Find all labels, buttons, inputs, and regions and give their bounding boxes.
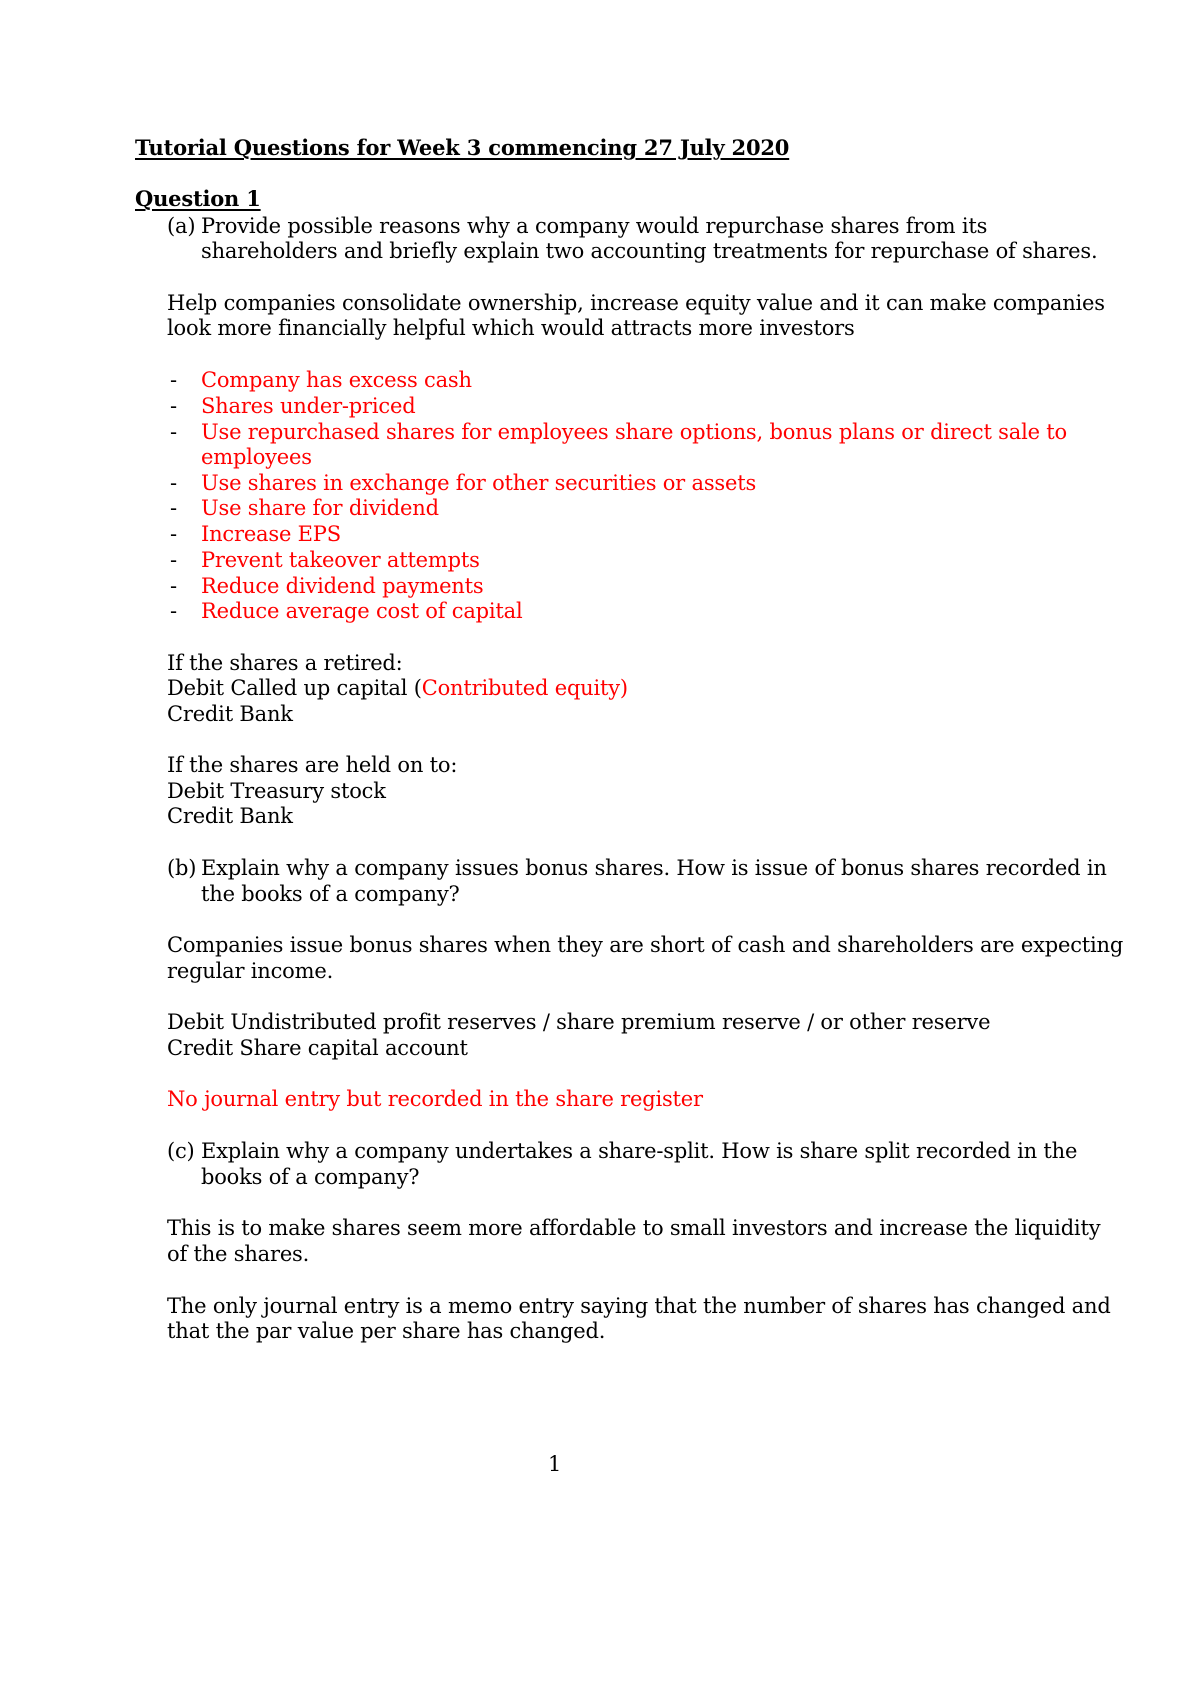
- part-a-question-line-1: Provide possible reasons why a company would repurchase shares from its: [201, 214, 988, 238]
- part-b-credit-line: Credit Share capital account: [167, 1036, 468, 1060]
- part-c-question-line-1: Explain why a company undertakes a share-split. How is share split recorded in the: [201, 1139, 1078, 1163]
- page-number: 1: [548, 1452, 562, 1476]
- part-b-red-note: No journal entry but recorded in the share register: [167, 1087, 703, 1111]
- part-a-answer-line-2: look more financially helpful which would attracts more investors: [167, 316, 855, 340]
- bullet-dash: -: [170, 548, 178, 572]
- part-a-marker: (a): [167, 214, 196, 238]
- bullet-dash: -: [170, 574, 178, 598]
- bullet-dash: -: [170, 420, 178, 444]
- bullet-dash: -: [170, 471, 178, 495]
- bullet-dash: -: [170, 496, 178, 520]
- part-b-marker: (b): [167, 856, 197, 880]
- part-a-question-line-2: shareholders and briefly explain two accounting treatments for repurchase of shares.: [201, 239, 1098, 263]
- held-debit-line: Debit Treasury stock: [167, 779, 386, 803]
- part-c-answer-line-2: of the shares.: [167, 1242, 310, 1266]
- retired-debit-red-note: Contributed equity): [421, 676, 628, 700]
- bullet-dash: -: [170, 599, 178, 623]
- bullet-dash: -: [170, 522, 178, 546]
- part-c-answer-line-1: This is to make shares seem more affordable to small investors and increase the liquidity: [167, 1216, 1101, 1240]
- held-heading: If the shares are held on to:: [167, 753, 458, 777]
- part-b-debit-line: Debit Undistributed profit reserves / share premium reserve / or other reserve: [167, 1010, 991, 1034]
- question-1-title: Question 1: [135, 186, 261, 211]
- held-credit-line: Credit Bank: [167, 804, 293, 828]
- part-b-question-line-1: Explain why a company issues bonus shares. How is issue of bonus shares recorded in: [201, 856, 1107, 880]
- part-b-question-line-2: the books of a company?: [201, 882, 460, 906]
- bullet-item: Use repurchased shares for employees share options, bonus plans or direct sale to: [201, 420, 1067, 444]
- retired-heading: If the shares a retired:: [167, 651, 403, 675]
- retired-debit-prefix: Debit Called up capital (: [167, 676, 422, 700]
- bullet-dash: -: [170, 394, 178, 418]
- part-b-answer-line-2: regular income.: [167, 959, 334, 983]
- bullet-item: Increase EPS: [201, 522, 341, 546]
- part-a-answer-line-1: Help companies consolidate ownership, increase equity value and it can make companies: [167, 291, 1105, 315]
- part-c-marker: (c): [167, 1139, 195, 1163]
- bullet-item: Company has excess cash: [201, 368, 472, 392]
- bullet-item: Use shares in exchange for other securities or assets: [201, 471, 757, 495]
- bullet-item: Use share for dividend: [201, 496, 439, 520]
- retired-debit-line: [167, 674, 628, 702]
- document-heading: Tutorial Questions for Week 3 commencing 27 July 2020: [135, 135, 790, 160]
- bullet-item: Prevent takeover attempts: [201, 548, 480, 572]
- bullet-item: Reduce average cost of capital: [201, 599, 523, 623]
- part-c-memo-line-2: that the par value per share has changed.: [167, 1319, 606, 1343]
- bullet-item-continuation: employees: [201, 445, 312, 469]
- bullet-item: Reduce dividend payments: [201, 574, 484, 598]
- retired-credit-line: Credit Bank: [167, 702, 293, 726]
- part-c-question-line-2: books of a company?: [201, 1165, 420, 1189]
- bullet-dash: -: [170, 368, 178, 392]
- part-c-memo-line-1: The only journal entry is a memo entry saying that the number of shares has changed and: [167, 1294, 1111, 1318]
- part-b-answer-line-1: Companies issue bonus shares when they are short of cash and shareholders are expecting: [167, 933, 1124, 957]
- bullet-item: Shares under-priced: [201, 394, 416, 418]
